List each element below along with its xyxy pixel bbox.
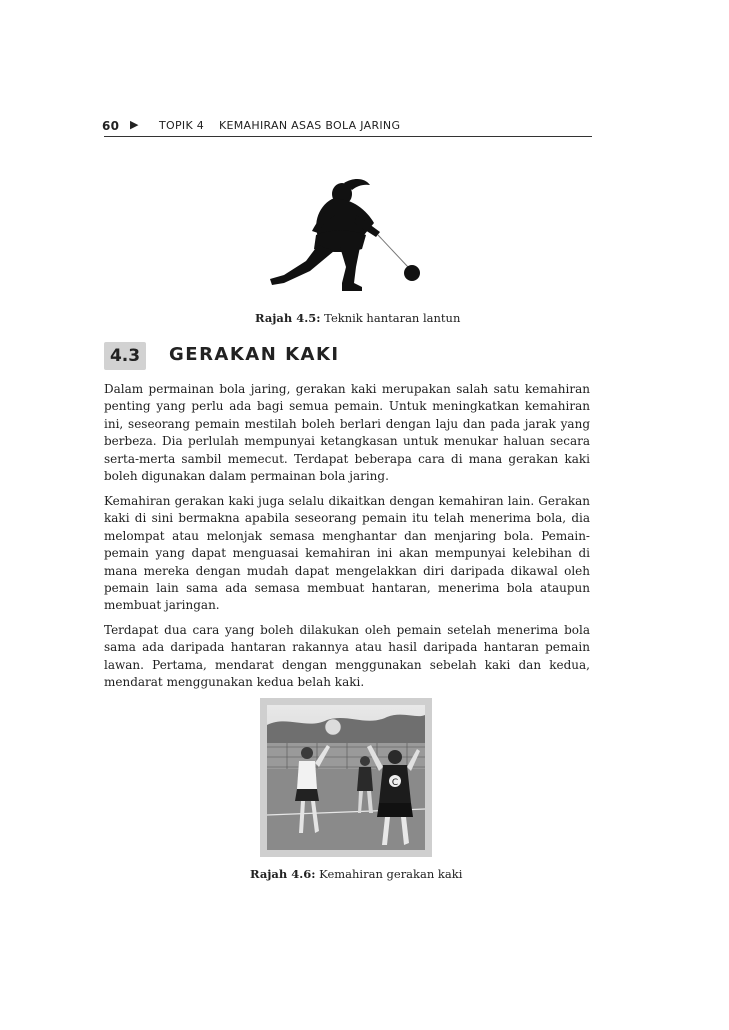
arrow-right-icon: ▶: [130, 118, 139, 131]
running-header: [104, 118, 592, 137]
paragraph: Kemahiran gerakan kaki juga selalu dikaitkan dengan kemahiran lain. Gerakan kaki di sini bermakna apabila seseorang pemain itu telah menerima bola, dia melompat atau melonjak semasa menghantar dan menjaring bola. Pemain-pemain yang dapat menguasai kemahiran ini akan mempunyai kelebihan di mana mereka dengan mudah dapat mengelakkan diri daripada dikawal oleh pemain lain sama ada semasa membuat hantaran, menerima bola ataupun membuat jaringan.: [104, 494, 590, 613]
figure-caption: [250, 867, 462, 881]
caption-label: Rajah 4.5:: [255, 311, 321, 325]
paragraph: Dalam permainan bola jaring, gerakan kaki merupakan salah satu kemahiran penting yang perlu ada bagi semua pemain. Untuk meningkatkan kemahiran ini, seseorang pemain mestilah boleh berlari dengan laju dan pada jarak yang berbeza. Dia perlulah mempunyai ketangkasan untuk menukar haluan secara serta-merta sambil memecut. Terdapat beberapa cara di mana gerakan kaki boleh digunakan dalam permainan bola jaring.: [104, 382, 590, 484]
caption-label: Rajah 4.6:: [250, 867, 316, 881]
caption-text: Teknik hantaran lantun: [320, 311, 461, 325]
netball-bounce-pass-silhouette-icon: [262, 175, 427, 293]
chapter-title: KEMAHIRAN ASAS BOLA JARING: [219, 119, 401, 132]
paragraph: Terdapat dua cara yang boleh dilakukan oleh pemain setelah menerima bola sama ada daripada hantaran rakannya atau hasil daripada hantaran pemain lawan. Pertama, mendarat dengan menggunakan sebelah kaki dan kedua, mendarat menggunakan kedua belah kaki.: [104, 623, 590, 690]
figure-caption: [255, 311, 460, 325]
page-number: 60: [102, 119, 120, 133]
caption-text: Kemahiran gerakan kaki: [315, 867, 463, 881]
section-title: GERAKAN KAKI: [169, 344, 340, 365]
topic-label: TOPIK 4: [159, 119, 205, 132]
section-number: 4.3: [104, 342, 146, 370]
svg-text:C: C: [391, 778, 399, 788]
netball-players-photo-icon: [260, 698, 432, 857]
